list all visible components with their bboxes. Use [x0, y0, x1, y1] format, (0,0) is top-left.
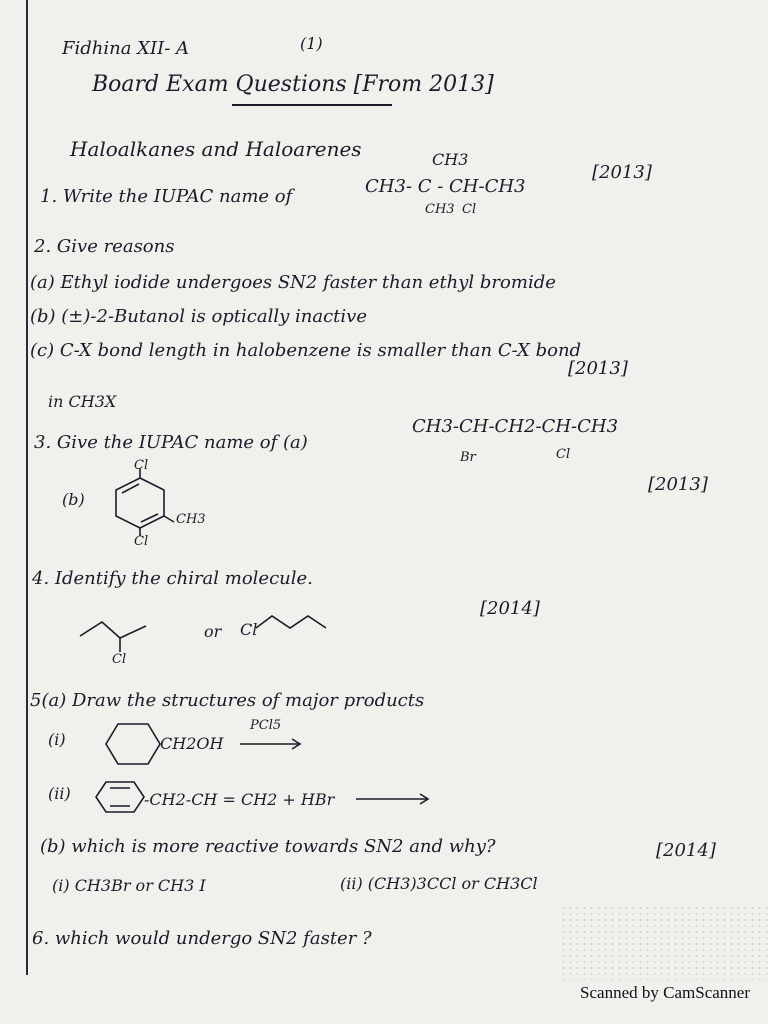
section-heading: Haloalkanes and Haloarenes	[70, 137, 362, 161]
q4-text: 4. Identify the chiral molecule.	[32, 568, 313, 589]
q1-year: [2013]	[592, 162, 652, 183]
q5-i-label: (i)	[48, 730, 66, 749]
benzene-ring	[94, 780, 146, 814]
q1-sub-left: CH3	[425, 202, 455, 217]
q5-i-reagent: CH2OH	[160, 734, 224, 753]
q5-i-arrow-reagent: PCl5	[250, 718, 282, 733]
q3-b-label: (b)	[62, 490, 85, 509]
student-name: Fidhina XII- A	[62, 38, 190, 59]
q2-a: (a) Ethyl iodide undergoes SN2 faster than ethyl bromide	[30, 272, 556, 293]
q5-ii-label: (ii)	[48, 784, 71, 803]
q3-b-cl-top: Cl	[134, 458, 149, 473]
q1-sub-right: Cl	[462, 202, 477, 217]
scanner-watermark: Scanned by CamScanner	[580, 983, 750, 1002]
q3-b-cl-bottom: Cl	[134, 534, 149, 549]
q5-ii-reagent: -CH2-CH = CH2 + HBr	[144, 790, 335, 809]
q3-a-chain: CH3-CH-CH2-CH-CH3	[412, 416, 619, 437]
page-number: (1)	[300, 34, 323, 53]
margin-rule	[26, 0, 28, 975]
q2-b: (b) (±)-2-Butanol is optically inactive	[30, 306, 367, 327]
dichlorotoluene-ring	[112, 476, 176, 534]
q6-text: 6. which would undergo SN2 faster ?	[32, 928, 372, 949]
q5-b-i: (i) CH3Br or CH3 I	[52, 876, 206, 895]
reaction-arrow-ii	[356, 793, 432, 805]
q4-or: or	[204, 622, 222, 641]
reaction-arrow-i	[240, 738, 304, 750]
q2-c: (c) C-X bond length in halobenzene is smaller than C-X bond	[30, 340, 582, 361]
cyclohexane-ring	[104, 722, 162, 766]
q3-b-ch3: CH3	[176, 512, 206, 527]
q5-b-text: (b) which is more reactive towards SN2 and why?	[40, 836, 496, 857]
q2-intro: 2. Give reasons	[34, 236, 175, 257]
q3-a-sub-br: Br	[460, 450, 476, 465]
q1-ch3-top: CH3	[432, 150, 469, 169]
chloroalkane-right-skeletal	[256, 614, 328, 638]
q3-a-sub-cl: Cl	[556, 447, 571, 462]
q1-text: 1. Write the IUPAC name of	[40, 186, 293, 207]
q3-text: 3. Give the IUPAC name of (a)	[34, 432, 308, 453]
q4-cl-left: Cl	[112, 652, 127, 667]
q4-year: [2014]	[480, 598, 540, 619]
q5-text: 5(a) Draw the structures of major products	[30, 690, 425, 711]
page-title: Board Exam Questions [From 2013]	[92, 72, 494, 97]
scan-noise	[560, 905, 768, 980]
q2-c-cont: in CH3X	[48, 392, 117, 411]
q2-year: [2013]	[568, 358, 628, 379]
q5-b-ii: (ii) (CH3)3CCl or CH3Cl	[340, 874, 538, 893]
q1-main-chain: CH3- C - CH-CH3	[365, 176, 526, 197]
q5-b-year: [2014]	[656, 840, 716, 861]
q4-cl-right: Cl	[240, 620, 258, 639]
title-underline	[232, 104, 392, 106]
q3-year: [2013]	[648, 474, 708, 495]
